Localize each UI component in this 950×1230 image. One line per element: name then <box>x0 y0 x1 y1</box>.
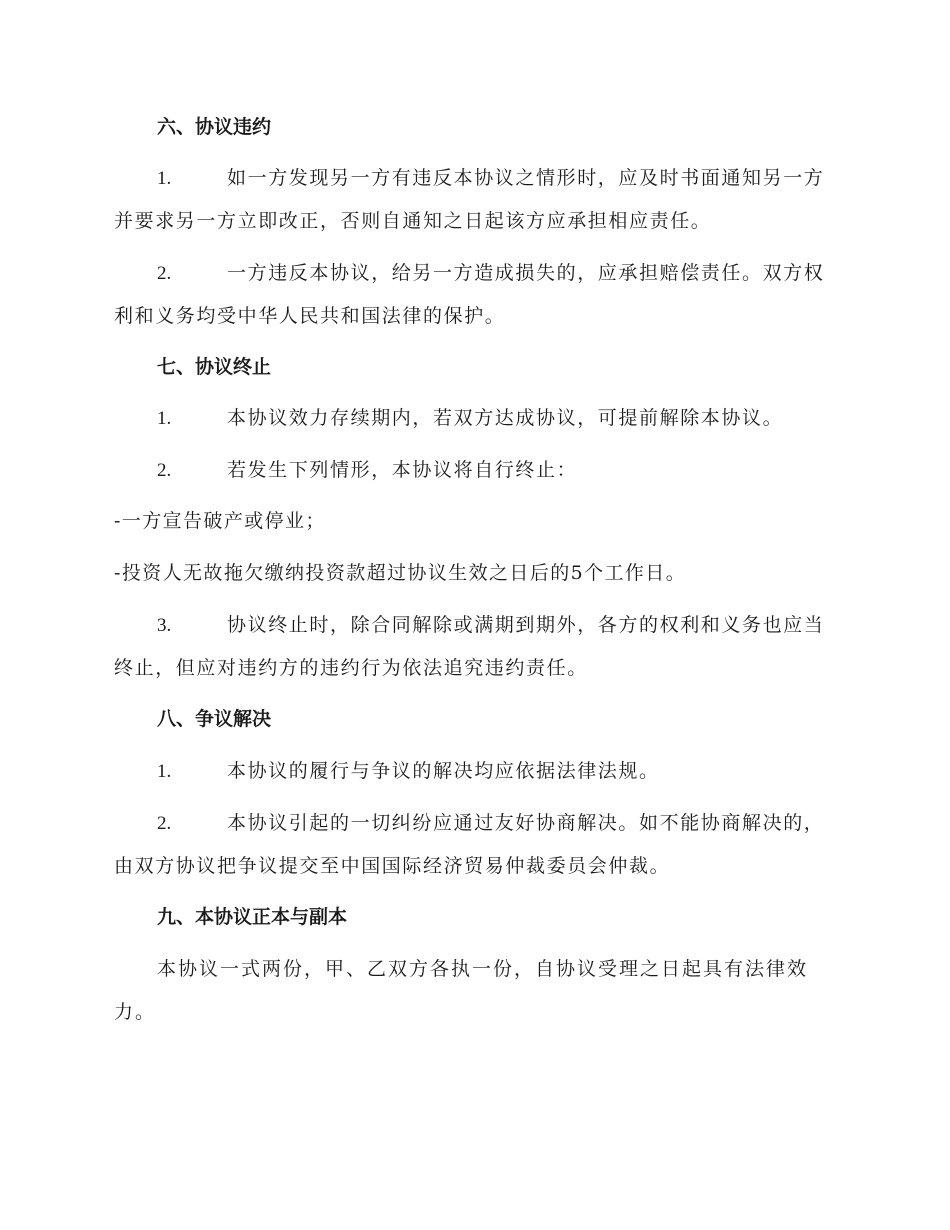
clause-number: 1. <box>157 408 172 429</box>
clause-text: 本协议效力存续期内，若双方达成协议，可提前解除本协议。 <box>227 407 784 429</box>
termination-condition-item: -一方宣告破产或停业； <box>114 510 326 532</box>
clause-text: 如一方发现另一方有违反本协议之情形时，应及时书面通知另一方并要求另一方立即改正，否则自通知之日起该方应承担相应责任。 <box>114 167 825 232</box>
clause-7-2 <box>114 449 834 492</box>
clause-8-1 <box>114 750 834 793</box>
termination-condition-item: -投资人无故拖欠缴纳投资款超过协议生效之日后的5个工作日。 <box>114 562 687 584</box>
clause-6-1 <box>114 157 834 243</box>
clause-text: 协议终止时，除合同解除或满期到期外，各方的权利和义务也应当终止，但应对违约方的违约行为依法追究违约责任。 <box>114 614 825 679</box>
clause-text: 若发生下列情形，本协议将自行终止： <box>227 459 578 481</box>
section-heading-copies: 九、本协议正本与副本 <box>157 906 348 928</box>
clause-7-1 <box>114 397 834 440</box>
clause-number: 2. <box>157 263 172 284</box>
clause-6-2 <box>114 252 834 338</box>
clause-number: 2. <box>157 460 172 481</box>
section-heading-termination: 七、协议终止 <box>157 356 272 378</box>
clause-number: 3. <box>157 615 172 636</box>
clause-8-2 <box>114 802 834 888</box>
clause-number: 2. <box>157 813 172 834</box>
clause-text: 本协议的履行与争议的解决均应依据法律法规。 <box>227 760 660 782</box>
clause-number: 1. <box>157 761 172 782</box>
copies-paragraph: 本协议一式两份，甲、乙双方各执一份，自协议受理之日起具有法律效力。 <box>114 958 809 1023</box>
section-heading-dispute: 八、争议解决 <box>157 708 272 730</box>
clause-text: 本协议引起的一切纠纷应通过友好协商解决。如不能协商解决的，由双方协议把争议提交至中国国际经济贸易仲裁委员会仲裁。 <box>114 812 825 877</box>
clause-text: 一方违反本协议，给另一方造成损失的，应承担赔偿责任。双方权利和义务均受中华人民共和国法律的保护。 <box>114 262 825 327</box>
section-heading-breach: 六、协议违约 <box>157 116 272 138</box>
clause-number: 1. <box>157 168 172 189</box>
clause-7-3 <box>114 604 834 690</box>
